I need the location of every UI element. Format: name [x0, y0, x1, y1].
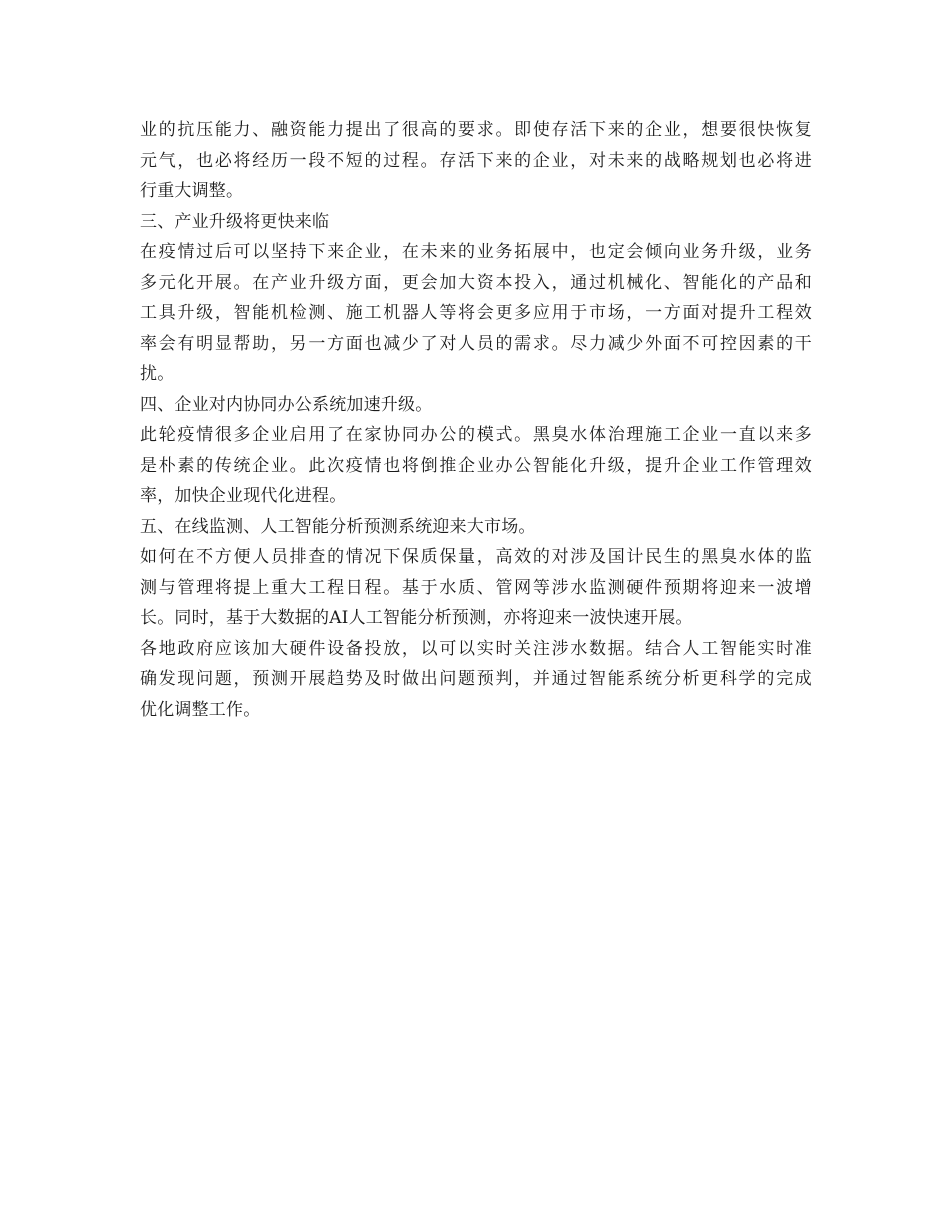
text-line: 行重大调整。	[140, 181, 244, 201]
text-line: 扰。	[140, 364, 175, 384]
text-line: 多元化开展。在产业升级方面，更会加大资本投入，通过机械化、智能化的产品和	[140, 272, 812, 293]
paragraph-5	[140, 634, 812, 726]
text-line: 确发现问题，预测开展趋势及时做出问题预判，并通过智能系统分析更科学的完成	[140, 669, 812, 689]
paragraph-3	[140, 420, 812, 512]
heading-text: 三、产业升级将更快来临	[140, 211, 330, 232]
paragraph-4	[140, 542, 812, 634]
text-line: 率，加快企业现代化进程。	[140, 486, 347, 506]
text-line: 业的抗压能力、融资能力提出了很高的要求。即使存活下来的企业，想要很快恢复	[140, 120, 812, 140]
section-heading-5	[140, 512, 812, 543]
paragraph-2	[140, 237, 812, 390]
document-body	[140, 115, 812, 725]
text-line: 在疫情过后可以坚持下来企业，在未来的业务拓展中，也定会倾向业务升级，业务	[140, 242, 812, 262]
text-line: 长。同时，基于大数据的AI人工智能分析预测，亦将迎来一波快速开展。	[140, 608, 693, 628]
text-line: 工具升级，智能机检测、施工机器人等将会更多应用于市场，一方面对提升工程效	[140, 303, 812, 323]
section-heading-3	[140, 207, 812, 238]
heading-text: 四、企业对内协同办公系统加速升级。	[140, 394, 433, 415]
paragraph-1	[140, 115, 812, 207]
text-line: 测与管理将提上重大工程日程。基于水质、管网等涉水监测硬件预期将迎来一波增	[140, 577, 812, 598]
text-line: 此轮疫情很多企业启用了在家协同办公的模式。黑臭水体治理施工企业一直以来多	[140, 425, 812, 445]
text-line: 如何在不方便人员排查的情况下保质保量，高效的对涉及国计民生的黑臭水体的监	[140, 547, 812, 567]
text-line: 优化调整工作。	[140, 699, 261, 720]
text-line: 率会有明显帮助，另一方面也减少了对人员的需求。尽力减少外面不可控因素的干	[140, 333, 812, 354]
text-line: 元气，也必将经历一段不短的过程。存活下来的企业，对未来的战略规划也必将进	[140, 150, 812, 171]
heading-text: 五、在线监测、人工智能分析预测系统迎来大市场。	[140, 516, 536, 537]
text-line: 各地政府应该加大硬件设备投放，以可以实时关注涉水数据。结合人工智能实时准	[140, 638, 812, 659]
text-line: 是朴素的传统企业。此次疫情也将倒推企业办公智能化升级，提升企业工作管理效	[140, 455, 812, 476]
section-heading-4	[140, 390, 812, 421]
